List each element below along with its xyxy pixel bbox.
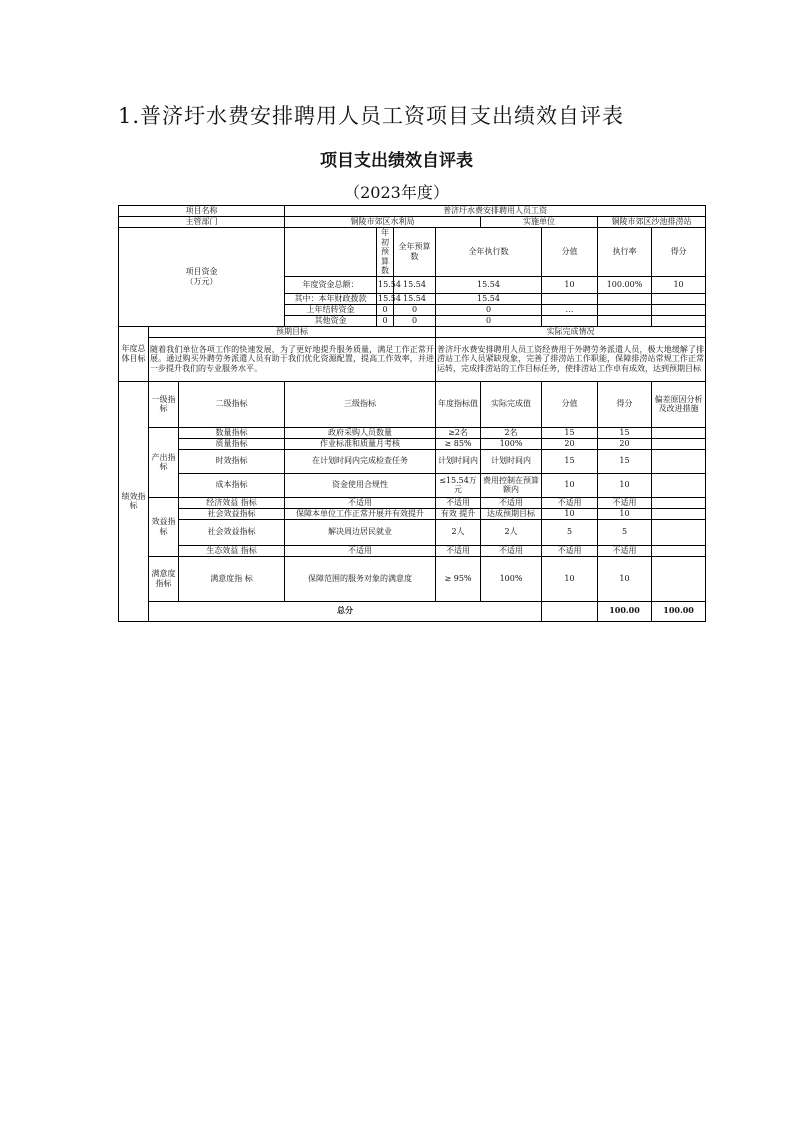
indicator-score-value: 10 [542,473,598,497]
indicator-target: 不适用 [436,497,481,508]
indicator-analysis [652,438,706,449]
funds-cell [598,293,652,304]
indicator-actual: 100% [481,438,542,449]
funds-header-c4: 分值 [542,228,598,277]
indicator-score: 不适用 [598,497,652,508]
funds-header-c6: 得分 [652,228,706,277]
goals-label: 年度总体目标 [119,326,149,381]
level3-header: 三级指标 [285,381,436,427]
indicator-l3: 保障范围的服务对象的满意度 [285,556,436,601]
project-name-label: 项目名称 [119,206,285,217]
indicator-score-value: 20 [542,438,598,449]
total-score-value: 100.00 [598,601,652,621]
expected-header: 预期目标 [149,326,436,337]
dept-value: 铜陵市郊区水利局 [285,217,481,228]
funds-cell: 0 [377,304,394,315]
indicator-target: ≥ 95% [436,556,481,601]
funds-cell [652,293,706,304]
dept-label: 主管部门 [119,217,285,228]
indicator-l2: 时效指标 [179,449,285,473]
funds-cell [652,315,706,326]
funds-cell: 10 [652,276,706,293]
indicator-target: ≤15.54万元 [436,473,481,497]
indicator-row [119,438,706,449]
indicator-l3: 作业标准和质量月考核 [285,438,436,449]
table-title: 项目支出绩效自评表 [320,151,473,171]
indicator-l2: 数量指标 [179,427,285,438]
indicator-analysis [652,508,706,519]
indicator-analysis [652,556,706,601]
goals-content-row [119,337,706,381]
indicator-header-row [119,381,706,427]
indicator-target: 计划时间内 [436,449,481,473]
indicator-actual: 不适用 [481,497,542,508]
indicator-score-value: 不适用 [542,545,598,556]
indicator-score-value: 15 [542,449,598,473]
funds-cell: 15.54 [394,276,436,293]
funds-cell: 15.54 [436,276,542,293]
funds-header-c1: 年初预算数 [377,228,394,277]
indicator-score: 10 [598,473,652,497]
funds-header-c2: 全年预算数 [394,228,436,277]
funds-label: 项目资金 （万元） [119,228,285,327]
indicator-analysis [652,519,706,545]
funds-header-row [119,228,706,277]
impl-label: 实施单位 [481,217,598,228]
indicator-score-value: 5 [542,519,598,545]
indicator-l3: 保障本单位工作正常开展并有效提升 [285,508,436,519]
score-value-header: 分值 [542,381,598,427]
funds-cell: 15.54 [377,276,394,293]
project-dept-row [119,217,706,228]
indicator-actual: 2人 [481,519,542,545]
indicator-analysis [652,449,706,473]
indicator-analysis [652,473,706,497]
level2-header: 二级指标 [179,381,285,427]
actual-result-text: 普济圩水费安排聘用人员工资经费用于外聘劳务派遣人员，极大地缓解了排涝站工作人员紧缺现象，完善了排涝站工作职能，保障排涝站常规工作正常运转，完成排涝站的工作目标任务，使排涝站工作卓有成效，达到预期目标 [436,337,706,381]
benefit-label: 效益指标 [149,497,179,556]
funds-cell: … [542,304,598,315]
funds-cell: 0 [436,315,542,326]
indicator-score: 5 [598,519,652,545]
funds-cell: 100.00% [598,276,652,293]
output-label: 产出指标 [149,427,179,497]
document-heading: 1.普济圩水费安排聘用人员工资项目支出绩效自评表 [118,104,625,128]
funds-row-label: 其中：本年财政拨款 [285,293,377,304]
indicator-l3: 不适用 [285,497,436,508]
indicator-analysis [652,545,706,556]
indicator-l2: 社会效益指标 [179,508,285,519]
goals-header-row [119,326,706,337]
indicator-score: 不适用 [598,545,652,556]
indicator-target: 不适用 [436,545,481,556]
indicator-l2: 质量指标 [179,438,285,449]
indicator-row [119,427,706,438]
indicator-score: 10 [598,556,652,601]
indicator-score: 10 [598,508,652,519]
indicators-label: 绩效指标 [119,381,149,621]
indicator-row [119,473,706,497]
funds-row-label: 年度资金总额： [285,276,377,293]
indicator-score-value: 15 [542,427,598,438]
funds-cell: 0 [377,315,394,326]
expected-goal-text: 随着我们单位各项工作的快速发展，为了更好地提升服务质量，满足工作正常开展。通过购买外聘劳务派遣人员有助于我们优化资源配置，提高工作效率，并进一步提升我们的专业服务水平。 [149,337,436,381]
target-header: 年度指标值 [436,381,481,427]
performance-table [118,205,706,622]
funds-header-c5: 执行率 [598,228,652,277]
funds-header-blank [285,228,377,277]
indicator-score-value: 不适用 [542,497,598,508]
indicator-row [119,545,706,556]
indicator-l3: 政府采购人员数量 [285,427,436,438]
funds-cell [652,304,706,315]
indicator-row [119,449,706,473]
funds-header-c3: 全年执行数 [436,228,542,277]
indicator-score-value: 10 [542,556,598,601]
indicator-actual: 达成预期目标 [481,508,542,519]
indicator-score-value: 10 [542,508,598,519]
total-score: 100.00 [652,601,706,621]
indicator-score: 15 [598,427,652,438]
indicator-l3: 不适用 [285,545,436,556]
funds-row-label: 上年结转资金 [285,304,377,315]
total-blank [542,601,598,621]
indicator-row [119,508,706,519]
funds-cell: 15.54 [436,293,542,304]
indicator-l3: 资金使用合规性 [285,473,436,497]
indicator-target: 有效 提升 [436,508,481,519]
indicator-actual: 计划时间内 [481,449,542,473]
indicator-l2: 成本指标 [179,473,285,497]
indicator-analysis [652,427,706,438]
impl-value: 铜陵市郊区沙池排涝站 [598,217,706,228]
indicator-row [119,556,706,601]
actual-header-col: 实际完成值 [481,381,542,427]
indicator-l3: 解决周边居民就业 [285,519,436,545]
level1-header: 一级指标 [149,381,179,427]
indicator-score: 20 [598,438,652,449]
indicator-analysis [652,497,706,508]
indicator-target: ≥ 85% [436,438,481,449]
funds-cell: 15.54 [378,293,401,303]
funds-cell: 0 [394,315,436,326]
indicator-actual: 100% [481,556,542,601]
actual-header: 实际完成情况 [436,326,706,337]
indicator-actual: 费用控制在预算额内 [481,473,542,497]
indicator-target: ≥2名 [436,427,481,438]
funds-row-label: 其他资金 [285,315,377,326]
funds-cell [542,315,598,326]
satisfaction-label: 满意度指标 [149,556,179,601]
total-label: 总分 [149,601,542,621]
funds-cell [542,293,598,304]
total-row [119,601,706,621]
indicator-target: 2人 [436,519,481,545]
funds-cell [598,304,652,315]
indicator-actual: 不适用 [481,545,542,556]
indicator-row [119,497,706,508]
indicator-l2: 生态效益 指标 [179,545,285,556]
indicator-l3: 在计划时间内完成检查任务 [285,449,436,473]
funds-cell: 10 [542,276,598,293]
indicator-l2: 满意度指 标 [179,556,285,601]
project-name-row [119,206,706,217]
table-year: （2023年度） [344,183,449,202]
funds-cell: 15.54 [394,293,436,304]
indicator-actual: 2名 [481,427,542,438]
project-name-value: 普济圩水费安排聘用人员工资 [285,206,706,217]
indicator-row [119,519,706,545]
score-header: 得分 [598,381,652,427]
funds-cell: 0 [436,304,542,315]
funds-cell: 0 [394,304,436,315]
analysis-header: 偏差原因分析及改进措施 [652,381,706,427]
indicator-l2: 社会效益指标 [179,519,285,545]
indicator-score: 15 [598,449,652,473]
funds-cell [598,315,652,326]
indicator-l2: 经济效益 指标 [179,497,285,508]
